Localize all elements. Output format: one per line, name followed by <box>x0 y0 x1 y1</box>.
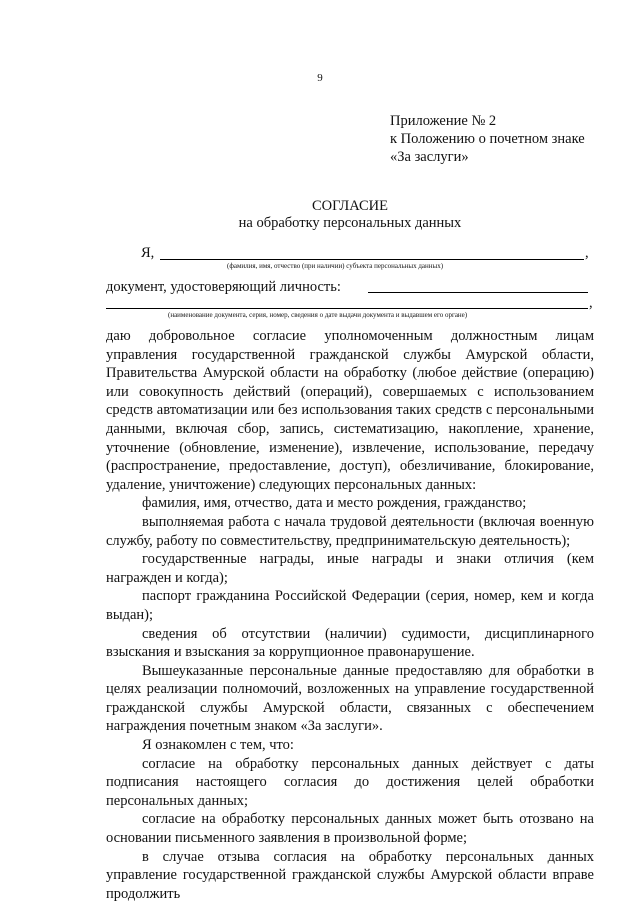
appendix-block <box>390 112 630 166</box>
document-field-line-2 <box>106 308 588 309</box>
body-paragraph: сведения об отсутствии (наличии) судимости, дисциплинарного взыскания и взыскания за коррупционное правонарушение. <box>106 625 594 661</box>
appendix-line-3: «За заслуги» <box>390 149 469 165</box>
body-paragraph: Вышеуказанные персональные данные предоставляю для обработки в целях реализации полномочий, возложенных на управление государственной гражданской службы Амурской области, связанных с обеспечением награждения почетным знаком «За заслуги». <box>106 662 594 735</box>
body-paragraph: даю добровольное согласие уполномоченным должностным лицам управления государственной гражданской службы Амурской области, Правительства Амурской области на обработку (любое действие (операцию) или совокупность действий (операций), совершаемых с использованием средств автоматизации или без использования таких средств с персональными данными, включая сбор, запись, систематизацию, накопление, хранение, уточнение (обновление, изменение), извлечение, использование, передачу (распространение, предоставление, доступ), обезличивание, блокирование, удаление, уничтожение) следующих персональных данных: <box>106 328 594 493</box>
document-title: СОГЛАСИЕ <box>311 198 389 214</box>
i-label: Я, <box>141 245 155 261</box>
body-paragraph: государственные награды, иные награды и знаки отличия (кем награжден и когда); <box>106 551 594 586</box>
body-paragraph: фамилия, имя, отчество, дата и место рождения, гражданство; <box>142 495 527 512</box>
document-label: документ, удостоверяющий личность: <box>106 279 341 295</box>
page-number: 9 <box>317 72 323 84</box>
document-field-hint: (наименование документа, серия, номер, сведения о дате выдачи документа и выдавшем его органе) <box>168 311 468 319</box>
body-paragraph: согласие на обработку персональных данных действует с даты подписания настоящего согласия до достижения целей обработки персональных данных; <box>106 755 594 809</box>
body-paragraph: в случае отзыва согласия на обработку персональных данных управление государственной гражданской службы Амурской области вправе продолжить <box>106 848 594 902</box>
appendix-line-1: Приложение № 2 <box>390 113 497 129</box>
name-field-line <box>160 259 584 260</box>
document-field-line-1 <box>368 292 588 293</box>
appendix-line-2: к Положению о почетном знаке <box>390 131 585 147</box>
document-subtitle: на обработку персональных данных <box>238 215 462 231</box>
document-field-end: , <box>589 295 593 311</box>
body-paragraph: выполняемая работа с начала трудовой деятельности (включая военную службу, работу по совместительству, предпринимательскую деятельность); <box>106 513 594 549</box>
document-body <box>106 327 594 903</box>
body-paragraph: согласие на обработку персональных данных может быть отозвано на основании письменного заявления в произвольной форме; <box>106 811 594 847</box>
name-field-end: , <box>585 245 589 261</box>
name-field-hint: (фамилия, имя, отчество (при наличии) субъекта персональных данных) <box>227 262 444 270</box>
body-paragraph: паспорт гражданина Российской Федерации (серия, номер, кем и когда выдан); <box>106 588 594 623</box>
body-paragraph: Я ознакомлен с тем, что: <box>142 737 294 754</box>
